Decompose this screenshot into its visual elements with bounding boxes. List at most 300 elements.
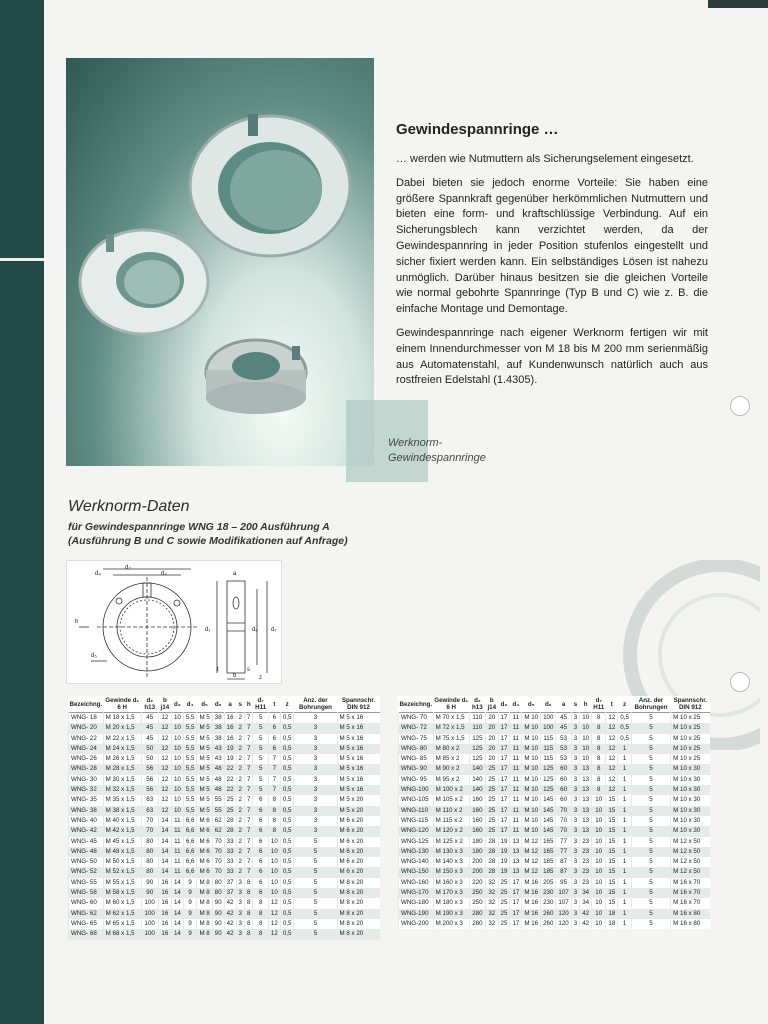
table-cell: 48 xyxy=(212,764,224,774)
table-cell: WNG- 32 xyxy=(69,785,104,795)
table-cell: 15 xyxy=(606,888,618,898)
table-cell: M 5 xyxy=(197,754,212,764)
table-cell: M 10 x 25 xyxy=(671,713,710,724)
table-cell: 3 xyxy=(294,806,337,816)
paragraph-3: Gewindespannringe nach eigener Werknorm fertigen wir mit einem Innendurchmesser von M 18 bis M 200 mm serienmäßig aus Automatenstahl, auf Kundenwunsch natürlich auch aus rostfreien Edelstahl (1.4305). xyxy=(396,326,708,387)
table-cell: 3 xyxy=(294,795,337,805)
table-cell: 205 xyxy=(541,878,556,888)
table-cell: 15 xyxy=(606,898,618,908)
table-cell: 63 xyxy=(141,806,158,816)
table-cell: M 5 xyxy=(197,723,212,733)
table-cell: WNG- 18 xyxy=(69,713,104,724)
table-cell: 25 xyxy=(498,919,510,929)
table-cell: 25 xyxy=(498,909,510,919)
table-cell: 10 xyxy=(592,867,606,877)
table-row xyxy=(399,723,711,733)
table-cell: 220 xyxy=(469,878,485,888)
table-cell: 3 xyxy=(571,847,579,857)
table-cell: 32 xyxy=(485,878,498,888)
table-cell: M 28 x 1,5 xyxy=(103,764,141,774)
column-header: t xyxy=(273,700,276,708)
table-cell: 12 xyxy=(606,723,618,733)
table-cell: 25 xyxy=(485,816,498,826)
table-cell: 100 xyxy=(141,919,158,929)
table-cell: WNG- 75 xyxy=(399,734,434,744)
table-cell: M 12 x 50 xyxy=(671,847,710,857)
table-cell: M 5 xyxy=(197,744,212,754)
table-cell: 5 xyxy=(253,764,268,774)
table-cell: 6 xyxy=(268,744,280,754)
table-cell: 14 xyxy=(158,867,171,877)
table-row xyxy=(69,795,381,805)
table-cell: 7 xyxy=(245,764,253,774)
table-cell: 10 xyxy=(592,898,606,908)
table-cell: 10 xyxy=(171,713,183,724)
table-cell: 5 xyxy=(631,775,670,785)
table-cell: 10 xyxy=(592,837,606,847)
table-cell: 5 xyxy=(631,806,670,816)
table-cell: 13 xyxy=(510,837,522,847)
table-cell: M 10 xyxy=(522,785,541,795)
table-cell: M 12 xyxy=(522,867,541,877)
table-cell: 1 xyxy=(618,878,632,888)
table-cell: 180 xyxy=(469,847,485,857)
table-cell: 125 xyxy=(541,764,556,774)
table-cell: 5 xyxy=(631,816,670,826)
table-cell: 53 xyxy=(556,734,571,744)
table-cell: 12 xyxy=(158,785,171,795)
body-text xyxy=(396,152,708,397)
table-cell: 80 xyxy=(141,867,158,877)
table-cell: 90 xyxy=(212,909,224,919)
table-cell: 12 xyxy=(268,898,280,908)
table-row xyxy=(69,909,381,919)
table-cell: M 16 x 80 xyxy=(671,909,710,919)
table-cell: 45 xyxy=(556,713,571,724)
table-cell: 6 xyxy=(253,806,268,816)
table-cell: 16 xyxy=(158,888,171,898)
table-cell: 12 xyxy=(158,713,171,724)
table-cell: M 16 x 70 xyxy=(671,898,710,908)
table-cell: 20 xyxy=(485,723,498,733)
table-cell: 140 xyxy=(469,764,485,774)
table-cell: 28 xyxy=(485,837,498,847)
table-cell: 3 xyxy=(294,785,337,795)
table-cell: 11 xyxy=(510,713,522,724)
table-cell: M 10 x 30 xyxy=(671,785,710,795)
table-cell: WNG- 50 xyxy=(69,857,104,867)
table-row xyxy=(69,878,381,888)
column-header: d₃ xyxy=(174,700,181,708)
table-cell: M 18 x 1,5 xyxy=(103,713,141,724)
table-cell: M 40 x 1,5 xyxy=(103,816,141,826)
table-cell: 3 xyxy=(294,764,337,774)
table-cell: 55 xyxy=(212,806,224,816)
table-row xyxy=(69,754,381,764)
table-cell: 77 xyxy=(556,847,571,857)
table-row xyxy=(399,888,711,898)
table-cell: 14 xyxy=(171,898,183,908)
table-cell: M 5 x 16 xyxy=(337,734,380,744)
table-cell: 11 xyxy=(171,847,183,857)
drawing-label-d1: d₁ xyxy=(205,627,211,633)
table-cell: 12 xyxy=(158,744,171,754)
table-cell: 5,5 xyxy=(183,775,197,785)
table-cell: 5 xyxy=(631,909,670,919)
table-cell: 1 xyxy=(618,754,632,764)
table-cell: M 65 x 1,5 xyxy=(103,919,141,929)
table-cell: WNG- 38 xyxy=(69,806,104,816)
table-cell: 12 xyxy=(268,919,280,929)
table-cell: M 150 x 3 xyxy=(433,867,469,877)
table-cell: 3 xyxy=(236,909,244,919)
table-cell: M 8 xyxy=(197,898,212,908)
table-cell: 5 xyxy=(631,795,670,805)
table-cell: 42 xyxy=(224,929,236,939)
table-cell: 0,5 xyxy=(280,888,294,898)
table-cell: 8 xyxy=(592,723,606,733)
table-cell: 185 xyxy=(541,857,556,867)
table-cell: 70 xyxy=(556,826,571,836)
table-cell: M 10 x 25 xyxy=(671,754,710,764)
table-cell: 8 xyxy=(245,878,253,888)
table-cell: 17 xyxy=(498,723,510,733)
table-cell: 10 xyxy=(592,816,606,826)
table-cell: WNG-100 xyxy=(399,785,434,795)
table-cell: WNG- 22 xyxy=(69,734,104,744)
table-cell: 7 xyxy=(245,857,253,867)
table-cell: 6,6 xyxy=(183,857,197,867)
table-cell: 3 xyxy=(571,898,579,908)
table-cell: 60 xyxy=(556,785,571,795)
drawing-label-t: t xyxy=(217,667,219,673)
table-cell: WNG- 95 xyxy=(399,775,434,785)
table-cell: 15 xyxy=(606,867,618,877)
table-cell: 16 xyxy=(158,919,171,929)
table-cell: 145 xyxy=(541,795,556,805)
table-cell: M 8 x 20 xyxy=(337,909,380,919)
table-cell: 11 xyxy=(171,867,183,877)
table-cell: 90 xyxy=(212,919,224,929)
table-cell: 11 xyxy=(171,816,183,826)
table-cell: 8 xyxy=(592,764,606,774)
table-cell: 115 xyxy=(541,744,556,754)
table-cell: 11 xyxy=(510,723,522,733)
table-cell: 3 xyxy=(571,764,579,774)
table-cell: M 12 xyxy=(522,847,541,857)
table-cell: 5 xyxy=(294,878,337,888)
table-cell: M 10 x 25 xyxy=(671,723,710,733)
photo-caption xyxy=(388,436,486,466)
table-cell: 115 xyxy=(541,754,556,764)
table-cell: 6 xyxy=(253,857,268,867)
table-cell: 0,5 xyxy=(280,744,294,754)
table-cell: 12 xyxy=(606,734,618,744)
table-cell: 19 xyxy=(498,847,510,857)
table-cell: M 72 x 1,5 xyxy=(433,723,469,733)
table-cell: 0,5 xyxy=(280,878,294,888)
table-row xyxy=(69,734,381,744)
table-cell: M 10 x 30 xyxy=(671,795,710,805)
table-cell: 100 xyxy=(141,909,158,919)
table-cell: M 10 xyxy=(522,713,541,724)
table-cell: 17 xyxy=(498,816,510,826)
table-cell: 115 xyxy=(541,734,556,744)
table-cell: 5,5 xyxy=(183,785,197,795)
table-cell: 14 xyxy=(171,929,183,939)
table-cell: M 70 x 1,5 xyxy=(433,713,469,724)
table-cell: 120 xyxy=(556,909,571,919)
table-cell: 25 xyxy=(485,795,498,805)
caption-line-1: Werknorm- xyxy=(388,437,443,449)
table-cell: M 10 x 30 xyxy=(671,764,710,774)
table-cell: 14 xyxy=(158,847,171,857)
drawing-label-d2: d₂ xyxy=(125,565,131,571)
table-cell: M 38 x 1,5 xyxy=(103,806,141,816)
table-cell: 10 xyxy=(268,837,280,847)
table-cell: 15 xyxy=(606,795,618,805)
table-cell: 3 xyxy=(236,888,244,898)
table-row xyxy=(399,754,711,764)
table-cell: 90 xyxy=(141,878,158,888)
table-cell: 3 xyxy=(236,878,244,888)
table-cell: 63 xyxy=(141,795,158,805)
table-cell: 3 xyxy=(571,867,579,877)
table-cell: M 10 xyxy=(522,826,541,836)
table-cell: 90 xyxy=(141,888,158,898)
table-cell: 3 xyxy=(294,826,337,836)
table-cell: M 6 xyxy=(197,847,212,857)
table-cell: 3 xyxy=(571,734,579,744)
table-cell: 6,6 xyxy=(183,816,197,826)
table-cell: 6 xyxy=(268,723,280,733)
table-cell: M 85 x 2 xyxy=(433,754,469,764)
table-cell: 18 xyxy=(606,919,618,929)
table-cell: 6 xyxy=(253,795,268,805)
table-cell: 53 xyxy=(556,744,571,754)
table-cell: 19 xyxy=(498,857,510,867)
table-cell: 45 xyxy=(141,723,158,733)
table-cell: 10 xyxy=(592,909,606,919)
table-cell: 2 xyxy=(236,867,244,877)
table-row xyxy=(69,898,381,908)
table-cell: 17 xyxy=(498,754,510,764)
column-header: a xyxy=(561,700,566,708)
table-cell: M 10 xyxy=(522,816,541,826)
table-cell: 17 xyxy=(498,806,510,816)
table-cell: M 5 xyxy=(197,785,212,795)
table-row xyxy=(399,744,711,754)
table-cell: M 50 x 1,5 xyxy=(103,857,141,867)
table-cell: 7 xyxy=(268,764,280,774)
table-cell: 2 xyxy=(236,744,244,754)
table-cell: 32 xyxy=(485,898,498,908)
table-cell: M 75 x 1,5 xyxy=(433,734,469,744)
table-cell: 11 xyxy=(171,837,183,847)
table-cell: 8 xyxy=(592,775,606,785)
table-cell: WNG-115 xyxy=(399,816,434,826)
table-cell: 0,5 xyxy=(280,816,294,826)
table-cell: 7 xyxy=(268,785,280,795)
subtitle-line-2: (Ausführung B und C sowie Modifikationen auf Anfrage) xyxy=(68,535,348,547)
table-cell: 3 xyxy=(571,919,579,929)
table-cell: 250 xyxy=(469,888,485,898)
table-cell: M 10 x 30 xyxy=(671,826,710,836)
table-cell: 7 xyxy=(245,754,253,764)
table-cell: 14 xyxy=(158,857,171,867)
drawing-label-d7: d₇ xyxy=(271,627,277,633)
table-cell: 260 xyxy=(541,919,556,929)
table-cell: 22 xyxy=(224,785,236,795)
column-header: t xyxy=(610,700,613,708)
table-cell: 5 xyxy=(253,713,268,724)
table-cell: M 140 x 3 xyxy=(433,857,469,867)
table-cell: 6,6 xyxy=(183,837,197,847)
table-cell: M 24 x 1,5 xyxy=(103,744,141,754)
table-cell: 70 xyxy=(212,837,224,847)
table-cell: 5 xyxy=(631,744,670,754)
table-cell: M 12 xyxy=(522,857,541,867)
table-cell: M 95 x 2 xyxy=(433,775,469,785)
table-cell: 0,5 xyxy=(280,775,294,785)
table-cell: M 30 x 1,5 xyxy=(103,775,141,785)
table-cell: 45 xyxy=(141,713,158,724)
table-header-row xyxy=(399,696,711,713)
table-cell: 5 xyxy=(631,888,670,898)
table-cell: 28 xyxy=(224,816,236,826)
table-cell: 0,5 xyxy=(280,795,294,805)
table-cell: 50 xyxy=(141,754,158,764)
table-cell: 34 xyxy=(580,898,592,908)
table-cell: 28 xyxy=(485,847,498,857)
table-cell: 9 xyxy=(183,888,197,898)
table-cell: M 8 xyxy=(197,888,212,898)
table-cell: 10 xyxy=(268,867,280,877)
table-cell: M 35 x 1,5 xyxy=(103,795,141,805)
table-cell: 2 xyxy=(236,816,244,826)
table-cell: 25 xyxy=(498,898,510,908)
table-cell: 33 xyxy=(224,837,236,847)
table-cell: M 52 x 1,5 xyxy=(103,867,141,877)
table-cell: 6,6 xyxy=(183,847,197,857)
table-cell: 1 xyxy=(618,744,632,754)
table-cell: 12 xyxy=(606,754,618,764)
table-cell: 2 xyxy=(236,754,244,764)
table-cell: 2 xyxy=(236,837,244,847)
table-row xyxy=(399,795,711,805)
table-cell: 19 xyxy=(224,754,236,764)
table-cell: M 10 xyxy=(522,764,541,774)
table-cell: 45 xyxy=(556,723,571,733)
table-cell: WNG- 52 xyxy=(69,867,104,877)
table-row xyxy=(69,806,381,816)
table-cell: 16 xyxy=(158,929,171,939)
table-body-left xyxy=(69,713,381,940)
table-row xyxy=(69,919,381,929)
table-cell: WNG- 65 xyxy=(69,919,104,929)
table-cell: 2 xyxy=(236,795,244,805)
table-cell: 55 xyxy=(212,795,224,805)
table-cell: WNG-140 xyxy=(399,857,434,867)
table-cell: M 10 xyxy=(522,744,541,754)
paragraph-2: Dabei bieten sie jedoch enorme Vorteile: Sie haben eine größere Spannkraft gegenüber herkömmlichen Nutmuttern und bieten eine form- und kraftschlüssige Verbindung. Auf ein Sicherungsblech kann verzichtet werden, da der Gewindespannring in jeder Position stufenlos eingestellt und sicher fixiert werden kann. Ein selbständiges Lösen ist nahezu unmöglich. Darüber hinaus besitzen sie die gleichen Vorteile wie normal gebohrte Spannringe (Typ B und C) wie z. B. die einfache Montage und Demontage. xyxy=(396,176,708,316)
table-cell: 53 xyxy=(556,754,571,764)
table-cell: 16 xyxy=(158,878,171,888)
table-cell: WNG- 68 xyxy=(69,929,104,939)
table-cell: 10 xyxy=(592,806,606,816)
table-cell: 160 xyxy=(469,826,485,836)
table-row xyxy=(69,857,381,867)
column-header: d₇ H11 xyxy=(255,697,267,711)
table-cell: 42 xyxy=(580,919,592,929)
table-cell: 6 xyxy=(253,847,268,857)
table-cell: M 100 x 2 xyxy=(433,785,469,795)
table-cell: 3 xyxy=(294,816,337,826)
table-row xyxy=(399,857,711,867)
table-cell: M 5 x 16 xyxy=(337,754,380,764)
table-cell: 280 xyxy=(469,919,485,929)
table-cell: 3 xyxy=(294,744,337,754)
table-cell: 160 xyxy=(469,806,485,816)
table-cell: M 190 x 3 xyxy=(433,909,469,919)
table-cell: 25 xyxy=(485,775,498,785)
table-cell: M 130 x 3 xyxy=(433,847,469,857)
column-header: d₅ xyxy=(201,700,208,708)
table-cell: 8 xyxy=(245,898,253,908)
table-cell: 62 xyxy=(212,826,224,836)
table-cell: 12 xyxy=(158,806,171,816)
table-cell: M 200 x 3 xyxy=(433,919,469,929)
table-cell: M 115 x 2 xyxy=(433,816,469,826)
table-cell: 1 xyxy=(618,826,632,836)
table-cell: M 8 xyxy=(197,909,212,919)
table-cell: 5 xyxy=(253,775,268,785)
table-cell: 2 xyxy=(236,806,244,816)
table-cell: 70 xyxy=(212,847,224,857)
table-cell: M 10 x 25 xyxy=(671,734,710,744)
table-cell: M 10 xyxy=(522,723,541,733)
table-cell: 260 xyxy=(541,909,556,919)
table-cell: 80 xyxy=(212,878,224,888)
table-cell: 1 xyxy=(618,919,632,929)
table-cell: 5 xyxy=(631,847,670,857)
table-cell: 10 xyxy=(171,764,183,774)
table-cell: WNG- 48 xyxy=(69,847,104,857)
table-row xyxy=(69,888,381,898)
table-cell: 10 xyxy=(171,806,183,816)
table-cell: 8 xyxy=(253,898,268,908)
spec-table-left xyxy=(68,696,380,940)
table-cell: 125 xyxy=(541,785,556,795)
table-cell: M 10 xyxy=(522,754,541,764)
table-cell: M 6 xyxy=(197,837,212,847)
table-cell: WNG- 85 xyxy=(399,754,434,764)
table-cell: 5 xyxy=(631,867,670,877)
column-header: h xyxy=(583,700,588,708)
table-cell: WNG- 45 xyxy=(69,837,104,847)
table-cell: 0,5 xyxy=(280,857,294,867)
table-cell: 3 xyxy=(571,806,579,816)
table-cell: 140 xyxy=(469,785,485,795)
table-cell: 3 xyxy=(571,723,579,733)
table-cell: 9 xyxy=(183,919,197,929)
table-cell: 5,5 xyxy=(183,795,197,805)
table-cell: M 8 x 20 xyxy=(337,919,380,929)
table-cell: 32 xyxy=(485,909,498,919)
table-cell: 100 xyxy=(141,929,158,939)
table-cell: 28 xyxy=(485,857,498,867)
table-cell: 1 xyxy=(618,806,632,816)
